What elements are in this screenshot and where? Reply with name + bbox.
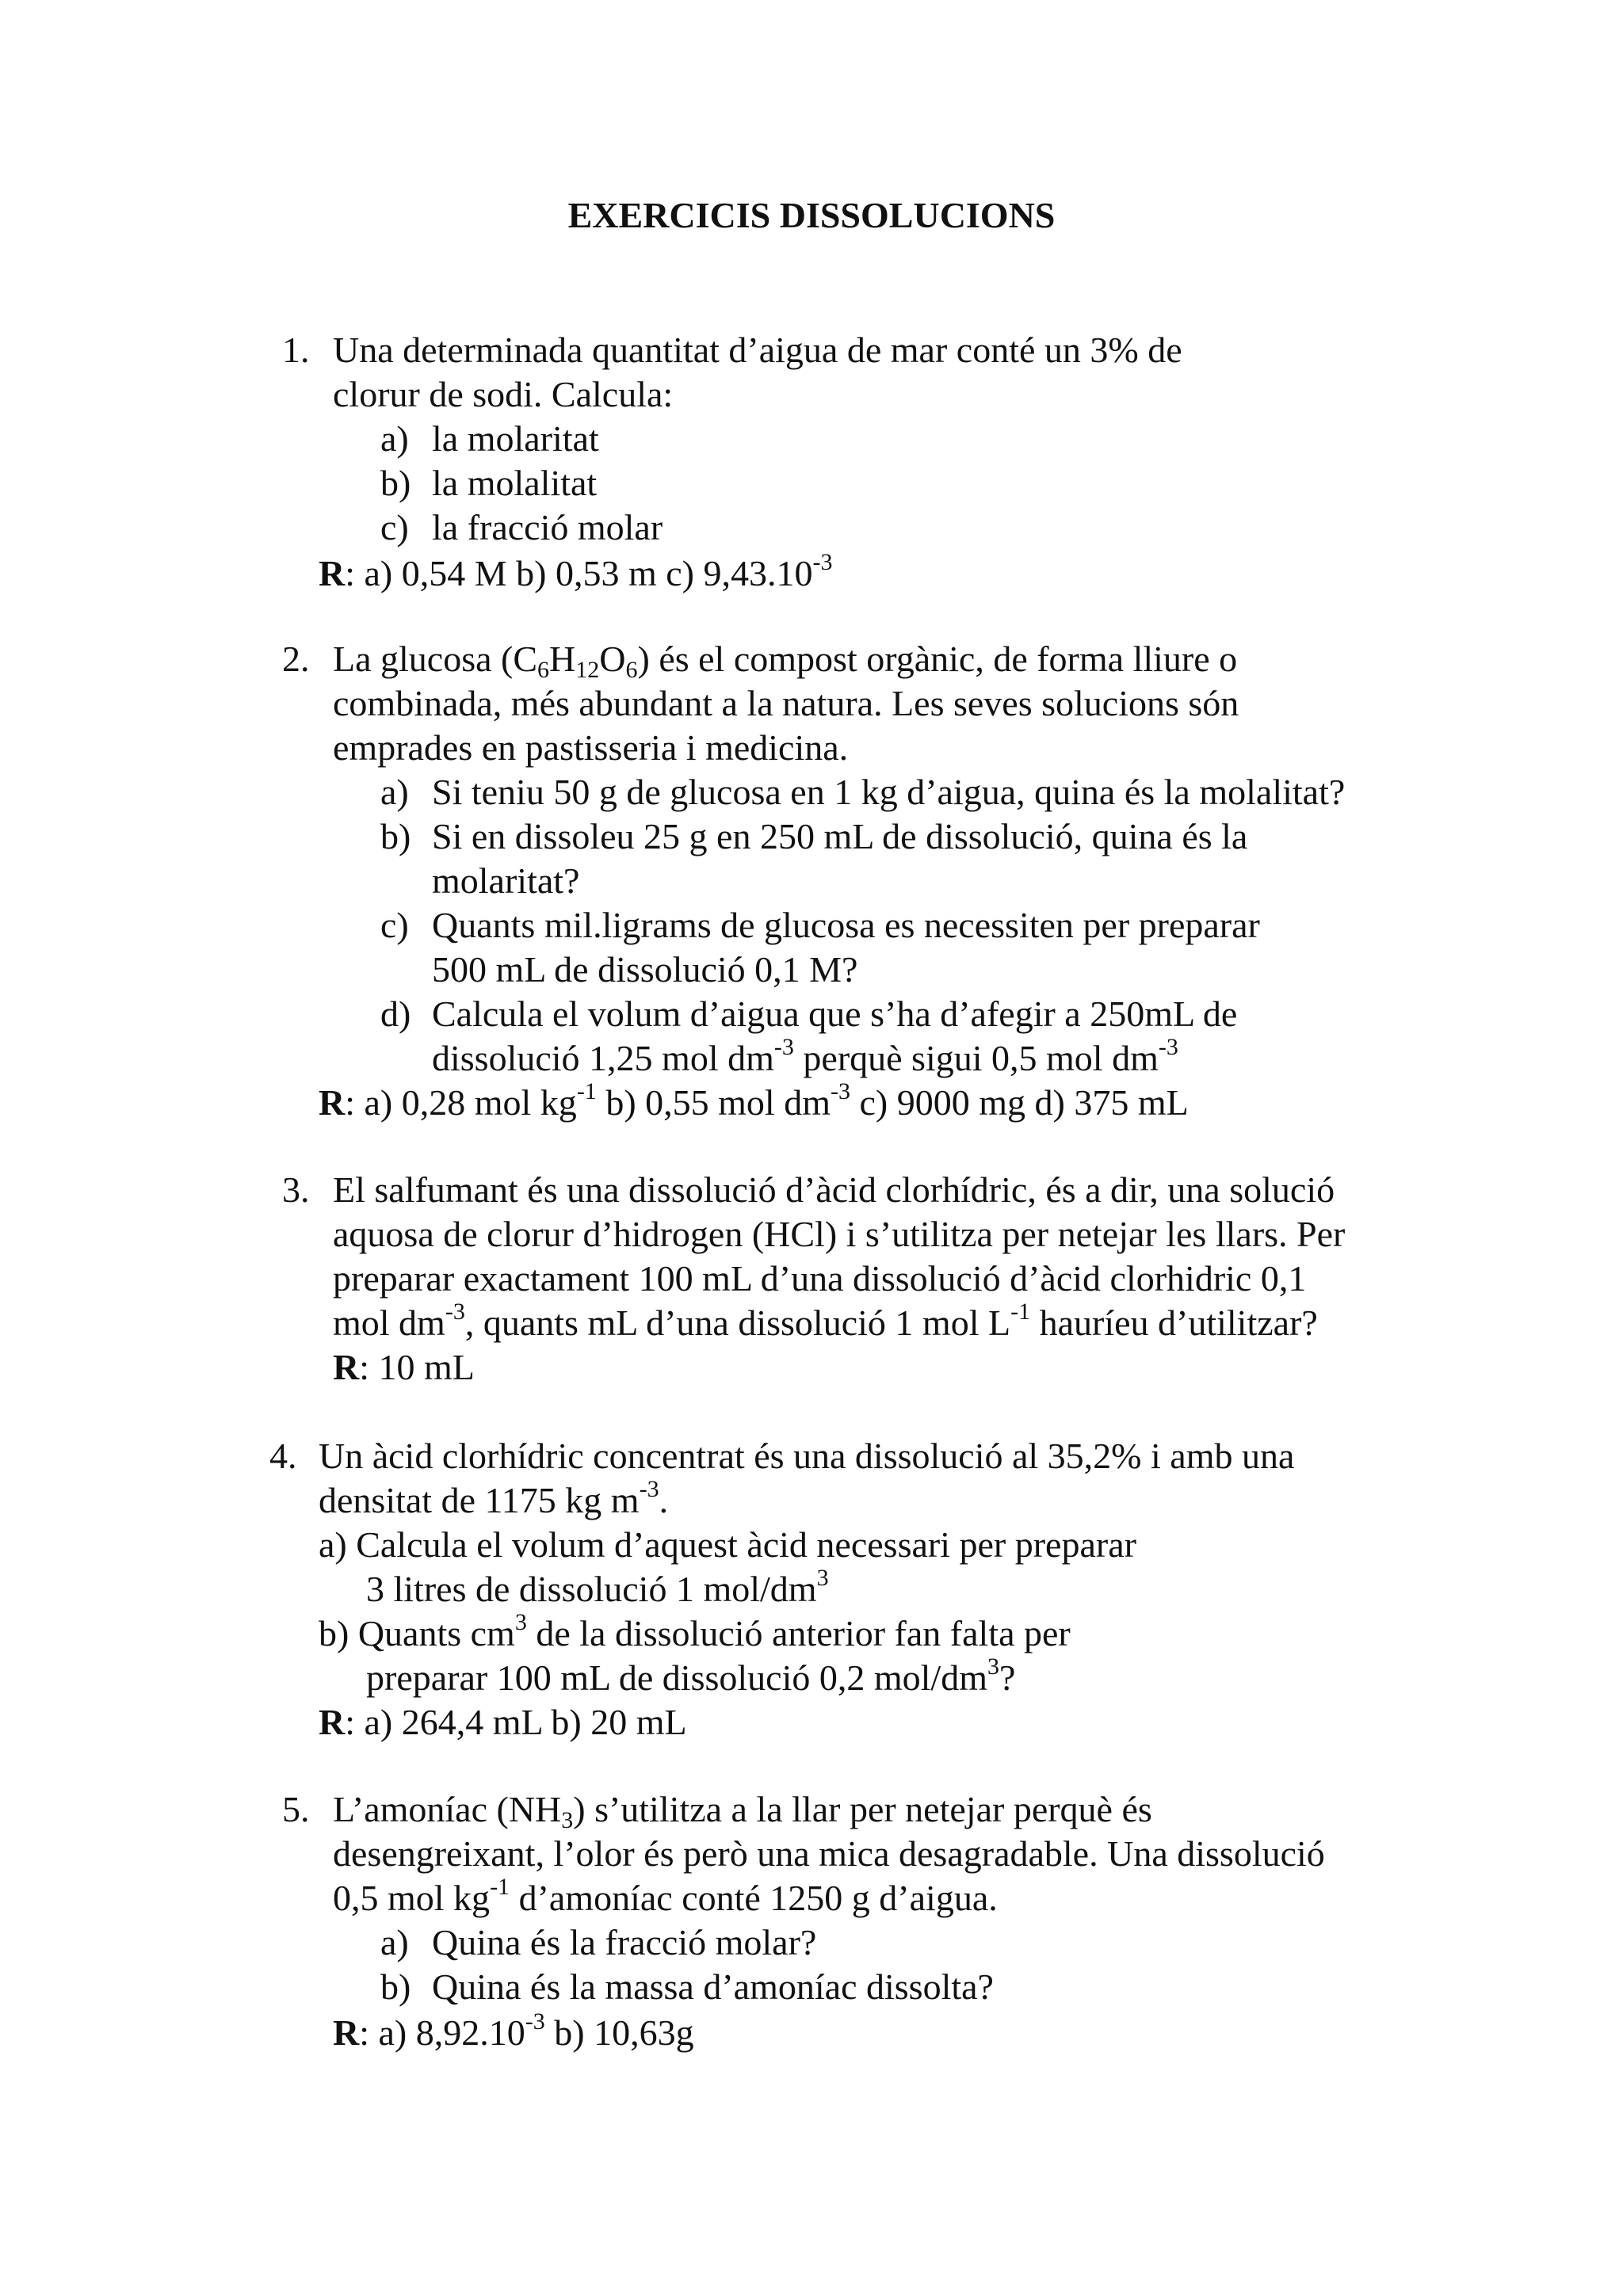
item-text [366, 1653, 1016, 1700]
exponent: -1 [490, 1874, 510, 1900]
item-text [432, 1036, 1178, 1081]
exponent: 3 [514, 1609, 527, 1635]
exponent: -3 [525, 2008, 545, 2035]
item-text: Si en dissoleu 25 g en 250 mL de dissolució, quina és la [432, 816, 1248, 856]
text-run: L’amoníac (NH [333, 1789, 562, 1829]
exponent: -3 [812, 549, 833, 575]
text-run: perquè sigui 0,5 mol dm [793, 1038, 1159, 1078]
exponent: -3 [773, 1034, 794, 1060]
item-label: b) [380, 816, 411, 856]
answer-line [319, 1700, 687, 1745]
exercise-number: 1. [282, 330, 310, 370]
item-text: la fracció molar [432, 507, 663, 547]
exercise-number: 3. [282, 1169, 310, 1210]
item-label: a) [380, 772, 409, 812]
item-text [366, 1567, 829, 1611]
text-run: dissolució 1,25 mol dm [432, 1038, 774, 1078]
item-label: b) [380, 463, 411, 503]
item-label: c) [380, 905, 409, 945]
exercise-text: El salfumant és una dissolució d’àcid clorhídric, és a dir, una solució [333, 1169, 1335, 1210]
exercise-text: preparar exactament 100 mL d’una dissolució d’àcid clorhidric 0,1 [333, 1258, 1307, 1299]
exponent: -3 [1158, 1034, 1178, 1060]
exercise-text: combinada, més abundant a la natura. Les seves solucions són [333, 683, 1239, 723]
text-run: b) Quants cm [319, 1613, 515, 1653]
exponent: -3 [639, 1476, 659, 1502]
item-text: Quants mil.ligrams de glucosa es necessiten per preparar [432, 905, 1260, 945]
exercise-text: Un àcid clorhídric concentrat és una dissolució al 35,2% i amb una [319, 1436, 1295, 1476]
answer-text: b) 10,63g [544, 2012, 694, 2053]
text-run: hauríeu d’utilitzar? [1030, 1302, 1318, 1343]
text-run: ) és el compost orgànic, de forma lliure o [637, 639, 1238, 679]
exercise-text [333, 637, 1237, 681]
item-text: Calcula el volum d’aigua que s’ha d’afegir a 250mL de [432, 994, 1238, 1034]
item-label: a) [380, 418, 409, 459]
answer-text: c) 9000 mg d) 375 mL [850, 1082, 1189, 1123]
item-text: Quina és la massa d’amoníac dissolta? [432, 1966, 994, 2007]
answer-label: R [333, 2012, 360, 2053]
exponent: -1 [576, 1078, 597, 1104]
item-label: d) [380, 994, 411, 1034]
exercise-text [319, 1478, 668, 1523]
item-text: a) Calcula el volum d’aquest àcid necessari per preparar [319, 1524, 1136, 1565]
text-run: mol dm [333, 1302, 445, 1343]
item-label: b) [380, 1966, 411, 2007]
exercise-text [333, 1787, 1152, 1832]
exercise-number: 5. [282, 1789, 310, 1829]
exercise-text: clorur de sodi. Calcula: [333, 374, 674, 414]
item-text [319, 1611, 1071, 1656]
text-run: densitat de 1175 kg m [319, 1480, 640, 1520]
exercise-text: aquosa de clorur d’hidrogen (HCl) i s’utilitza per netejar les llars. Per [333, 1214, 1346, 1254]
item-label: c) [380, 507, 409, 547]
item-text: la molaritat [432, 418, 599, 459]
exercise-text [333, 1301, 1318, 1345]
text-run: 3 litres de dissolució 1 mol/dm [366, 1569, 817, 1609]
item-text: Si teniu 50 g de glucosa en 1 kg d’aigua, quina és la molalitat? [432, 772, 1346, 812]
subscript: 3 [561, 1807, 574, 1833]
exercise-text: emprades en pastisseria i medicina. [333, 727, 849, 768]
answer-label: R [333, 1347, 360, 1387]
subscript: 12 [575, 657, 600, 683]
answer-line [319, 551, 833, 596]
answer-text: : 10 mL [359, 1347, 475, 1387]
exponent: -3 [830, 1078, 850, 1104]
text-run: O [599, 639, 626, 679]
exercise-text: desengreixant, l’olor és però una mica desagradable. Una dissolució [333, 1833, 1325, 1874]
exponent: 3 [816, 1565, 829, 1591]
answer-label: R [319, 553, 346, 593]
text-run: , quants mL d’una dissolució 1 mol L [464, 1302, 1011, 1343]
item-text: la molalitat [432, 463, 598, 503]
subscript: 6 [537, 657, 550, 683]
text-run: H [549, 639, 576, 679]
answer-text: : a) 264,4 mL b) 20 mL [345, 1702, 687, 1742]
item-text: Quina és la fracció molar? [432, 1922, 817, 1962]
exponent: 3 [987, 1653, 999, 1680]
subscript: 6 [625, 657, 638, 683]
exercise-number: 2. [282, 639, 310, 679]
text-run: ) s’utilitza a la llar per netejar perquè és [573, 1789, 1152, 1829]
answer-line [333, 1345, 475, 1390]
exponent: -1 [1010, 1299, 1031, 1325]
answer-text: : a) 0,28 mol kg [345, 1082, 577, 1123]
text-run: de la dissolució anterior fan falta per [526, 1613, 1071, 1653]
answer-line [333, 2008, 694, 2055]
text-run: 0,5 mol kg [333, 1878, 491, 1918]
item-label: a) [380, 1922, 409, 1962]
item-text: 500 mL de dissolució 0,1 M? [432, 949, 858, 990]
answer-label: R [319, 1702, 346, 1742]
page-title: EXERCICIS DISSOLUCIONS [567, 195, 1056, 235]
text-run: preparar 100 mL de dissolució 0,2 mol/dm [366, 1657, 987, 1698]
answer-label: R [319, 1082, 346, 1123]
answer-text: : a) 8,92.10 [359, 2012, 525, 2053]
text-run: . [659, 1480, 669, 1520]
answer-text: : a) 0,54 M b) 0,53 m c) 9,43.10 [345, 553, 813, 593]
exercise-text [333, 1876, 998, 1920]
text-run: d’amoníac conté 1250 g d’aigua. [510, 1878, 998, 1918]
text-run: La glucosa (C [333, 639, 538, 679]
item-text: molaritat? [432, 860, 580, 901]
exercise-text: Una determinada quantitat d’aigua de mar conté un 3% de [333, 330, 1182, 370]
answer-line [319, 1078, 1189, 1125]
answer-text: b) 0,55 mol dm [596, 1082, 831, 1123]
exponent: -3 [445, 1299, 465, 1325]
text-run: ? [999, 1657, 1016, 1698]
exercise-number: 4. [269, 1436, 297, 1476]
